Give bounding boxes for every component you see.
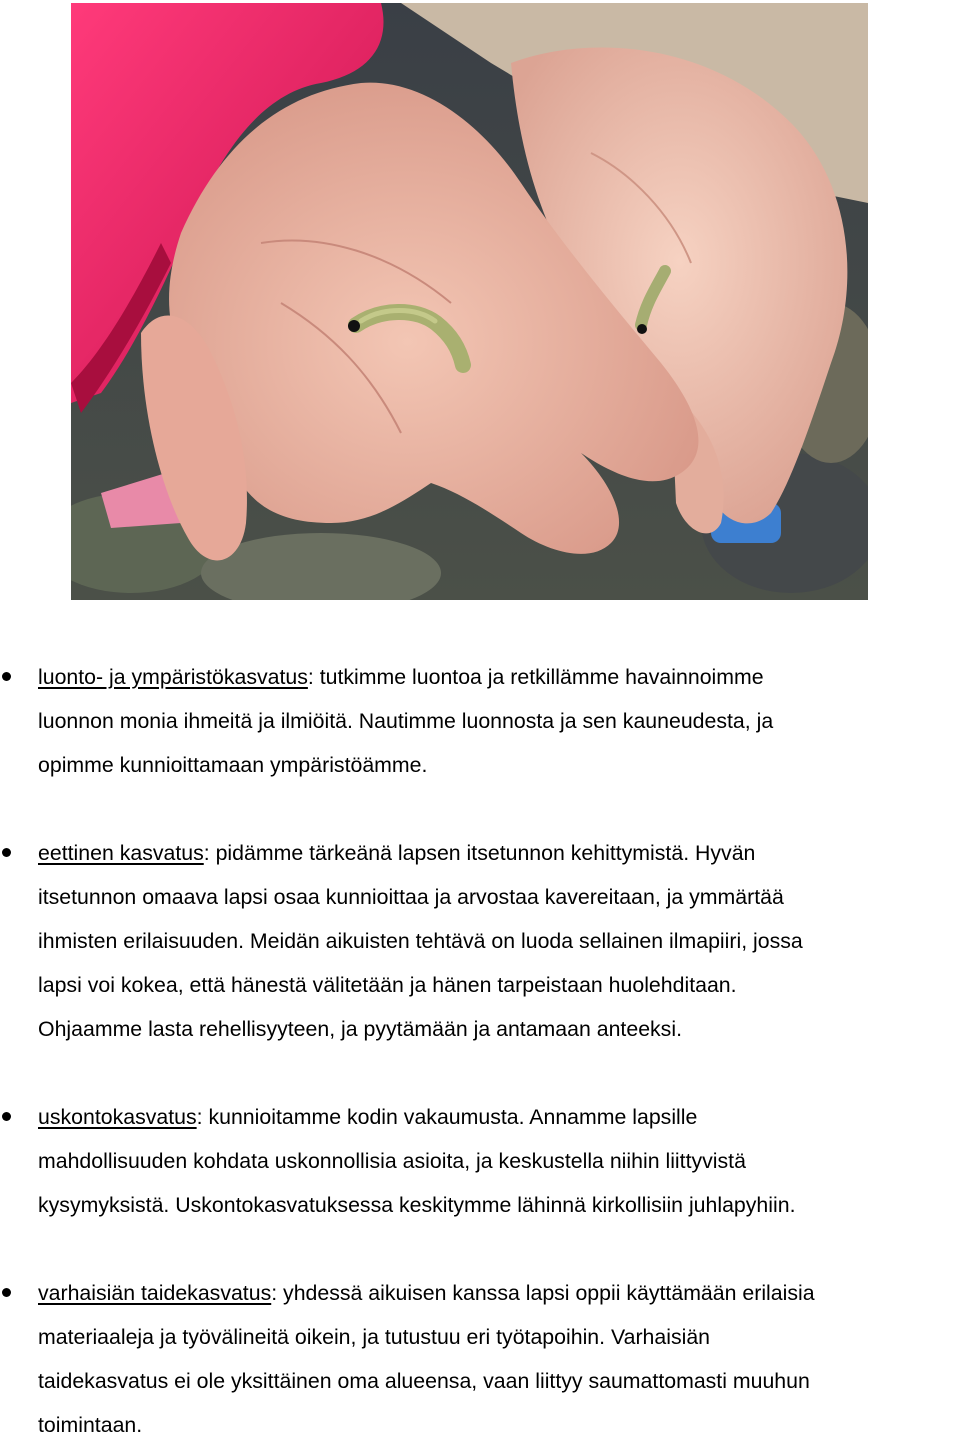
item-first-line: [38, 1271, 960, 1315]
education-areas-list: [0, 655, 960, 1447]
item-line: taidekasvatus ei ole yksittäinen oma alueensa, vaan liittyy saumattomasti muuhun: [38, 1369, 810, 1393]
item-term: varhaisiän taidekasvatus: [38, 1281, 272, 1305]
item-first-line: [38, 655, 960, 699]
item-first-line: [38, 831, 960, 875]
item-line: toimintaan.: [38, 1413, 143, 1437]
item-line: opimme kunnioittamaan ympäristöämme.: [38, 753, 428, 777]
list-item-art-education: [0, 1271, 960, 1447]
list-item-nature-education: [0, 655, 960, 787]
item-line: ihmisten erilaisuuden. Meidän aikuisten tehtävä on luoda sellainen ilmapiiri, jossa: [38, 929, 803, 953]
item-line: kysymyksistä. Uskontokasvatuksessa keskitymme lähinnä kirkollisiin juhlapyhiin.: [38, 1193, 796, 1217]
item-term: luonto- ja ympäristökasvatus: [38, 665, 308, 689]
bullet-icon: [2, 1112, 11, 1121]
list-item-ethical-education: [0, 831, 960, 1051]
item-line: : tutkimme luontoa ja retkillämme havainnoimme: [307, 665, 764, 689]
item-first-line: [38, 1095, 960, 1139]
item-line: itsetunnon omaava lapsi osaa kunnioittaa ja arvostaa kavereitaan, ja ymmärtää: [38, 885, 784, 909]
item-line: : kunnioitamme kodin vakaumusta. Annamme lapsille: [196, 1105, 698, 1129]
bullet-icon: [2, 848, 11, 857]
item-line: mahdollisuuden kohdata uskonnollisia asioita, ja keskustella niihin liittyvistä: [38, 1149, 746, 1173]
item-term: uskontokasvatus: [38, 1105, 197, 1129]
item-line: lapsi voi kokea, että hänestä välitetään ja hänen tarpeistaan huolehditaan.: [38, 973, 737, 997]
item-term: eettinen kasvatus: [38, 841, 204, 865]
item-line: : yhdessä aikuisen kanssa lapsi oppii käyttämään erilaisia: [271, 1281, 815, 1305]
item-line: : pidämme tärkeänä lapsen itsetunnon kehittymistä. Hyvän: [203, 841, 756, 865]
item-line: Ohjaamme lasta rehellisyyteen, ja pyytämään ja antamaan anteeksi.: [38, 1017, 682, 1041]
bullet-icon: [2, 672, 11, 681]
item-line: luonnon monia ihmeitä ja ilmiöitä. Nautimme luonnosta ja sen kauneudesta, ja: [38, 709, 774, 733]
list-item-religious-education: [0, 1095, 960, 1227]
bullet-icon: [2, 1288, 11, 1297]
caterpillars-in-hands-photo: [71, 3, 868, 600]
item-line: materiaaleja ja työvälineitä oikein, ja tutustuu eri työtapoihin. Varhaisiän: [38, 1325, 711, 1349]
